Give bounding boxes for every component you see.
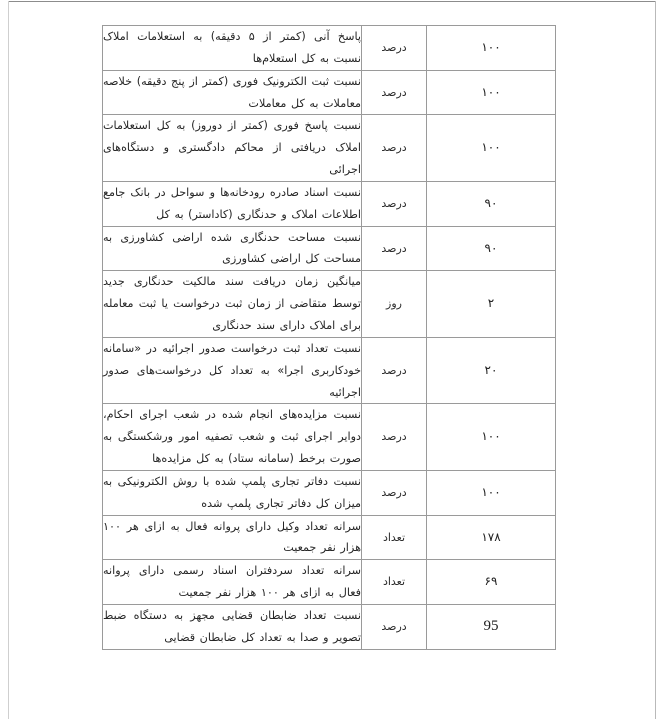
cell-target-value: ۱۰۰ [427,115,556,182]
cell-indicator-description: میانگین زمان دریافت سند مالکیت حدنگاری جدید توسط متقاضی از زمان ثبت درخواست یا ثبت معامله برای املاک دارای سند حدنگاری [103,271,362,338]
cell-target-value: ۱۷۸ [427,515,556,560]
cell-target-value: ۲ [427,271,556,338]
cell-measurement-unit: درصد [362,604,427,649]
cell-measurement-unit: درصد [362,26,427,71]
cell-target-value: ۱۰۰ [427,26,556,71]
cell-indicator-description: نسبت مزایده‌های انجام شده در شعب اجرای احکام، دوایر اجرای ثبت و شعب تصفیه امور ورشکستگی به صورت برخط (سامانه ستاد) به کل مزایده‌ها [103,404,362,471]
page-border-top [8,1,656,2]
table-row [103,560,556,605]
cell-measurement-unit: تعداد [362,515,427,560]
table-row [103,271,556,338]
cell-target-value: ۹۰ [427,226,556,271]
table-row [103,115,556,182]
cell-target-value: ۲۰ [427,337,556,404]
cell-measurement-unit: تعداد [362,560,427,605]
cell-indicator-description: نسبت دفاتر تجاری پلمپ شده با روش الکترونیکی به میزان کل دفاتر تجاری پلمپ شده [103,470,362,515]
page-border-right [655,1,656,719]
cell-indicator-description: نسبت تعداد ثبت درخواست صدور اجرائیه در «سامانه خودکاربری اجرا» به تعداد کل درخواست‌های صدور اجرائیه [103,337,362,404]
cell-indicator-description: نسبت ثبت الکترونیک فوری (کمتر از پنج دقیقه) خلاصه معاملات به کل معاملات [103,70,362,115]
cell-target-value: ۱۰۰ [427,70,556,115]
cell-measurement-unit: روز [362,271,427,338]
cell-indicator-description: نسبت مساحت حدنگاری شده اراضی کشاورزی به مساحت کل اراضی کشاورزی [103,226,362,271]
table-row [103,337,556,404]
table-row [103,70,556,115]
cell-indicator-description: نسبت پاسخ فوری (کمتر از دوروز) به کل استعلامات املاک دریافتی از محاکم دادگستری و دستگاه‌های اجرائی [103,115,362,182]
cell-indicator-description: پاسخ آنی (کمتر از ۵ دقیقه) به استعلامات املاک نسبت به کل استعلام‌ها [103,26,362,71]
cell-measurement-unit: درصد [362,470,427,515]
table-body [103,26,556,650]
cell-target-value: ۹۰ [427,181,556,226]
table-row [103,226,556,271]
table-row [103,515,556,560]
cell-target-value: ۱۰۰ [427,470,556,515]
table-row [103,404,556,471]
table-row [103,26,556,71]
cell-indicator-description: نسبت تعداد ضابطان قضایی مجهز به دستگاه ضبط تصویر و صدا به تعداد کل ضابطان قضایی [103,604,362,649]
cell-measurement-unit: درصد [362,404,427,471]
cell-indicator-description: سرانه تعداد وکیل دارای پروانه فعال به ازای هر ۱۰۰ هزار نفر جمعیت [103,515,362,560]
table-row [103,470,556,515]
cell-target-value: ۶۹ [427,560,556,605]
cell-measurement-unit: درصد [362,181,427,226]
table-row [103,604,556,649]
cell-measurement-unit: درصد [362,226,427,271]
table-row [103,181,556,226]
cell-indicator-description: نسبت اسناد صادره رودخانه‌ها و سواحل در بانک جامع اطلاعات املاک و حدنگاری (کاداستر) به کل [103,181,362,226]
cell-measurement-unit: درصد [362,337,427,404]
cell-target-value: ۱۰۰ [427,404,556,471]
cell-indicator-description: سرانه تعداد سردفتران اسناد رسمی دارای پروانه فعال به ازای هر ۱۰۰ هزار نفر جمعیت [103,560,362,605]
cell-measurement-unit: درصد [362,115,427,182]
page-border-left [8,1,9,719]
cell-target-value: 95 [427,604,556,649]
performance-indicators-table [102,25,556,650]
cell-measurement-unit: درصد [362,70,427,115]
